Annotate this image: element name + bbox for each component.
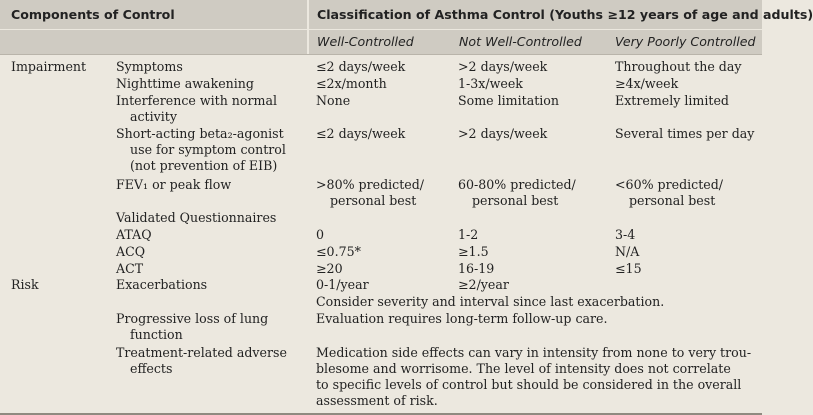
acq-not: ≥1.5 [458,244,489,259]
interference-label-line2: activity [130,109,177,124]
column-not-well-controlled: Not Well-Controlled [459,34,582,49]
fev-not-line2: personal best [472,193,559,208]
header-classification: Classification of Asthma Control (Youths ≥12 years of age and adults) [317,7,813,22]
act-not: 16-19 [458,261,495,276]
exacerbations-note: Consider severity and interval since last exacerbation. [316,294,665,309]
fev-poor-line2: personal best [629,193,716,208]
header-divider [307,0,309,54]
acq-label: ACQ [116,244,146,259]
saba-label-line2: use for symptom control [130,142,286,157]
acq-poor: N/A [615,244,640,259]
header-rule [0,54,762,55]
acq-well: ≤0.75* [316,244,361,259]
ataq-label: ATAQ [116,227,152,242]
ataq-poor: 3-4 [615,227,636,242]
category-impairment: Impairment [11,59,87,74]
treatment-text-line2: blesome and worrisome. The level of intensity does not correlate [316,361,731,376]
interference-label-line1: Interference with normal [116,93,278,108]
treatment-label-line2: effects [130,361,173,376]
category-risk: Risk [11,277,39,292]
exacerbations-label: Exacerbations [116,277,208,292]
symptoms-not: >2 days/week [458,59,548,74]
treatment-text-line4: assessment of risk. [316,393,438,408]
symptoms-well: ≤2 days/week [316,59,406,74]
treatment-text-line1: Medication side effects can vary in intensity from none to very trou- [316,345,752,360]
act-label: ACT [116,261,144,276]
ataq-not: 1-2 [458,227,479,242]
saba-label-line1: Short-acting beta₂-agonist [116,126,284,141]
column-very-poorly-controlled: Very Poorly Controlled [615,34,756,49]
treatment-text-line3: to specific levels of control but should be considered in the overall [316,377,742,392]
header-components: Components of Control [11,7,175,22]
interference-not: Some limitation [458,93,559,108]
progressive-text: Evaluation requires long-term follow-up care. [316,311,608,326]
exacerbations-not: ≥2/year [458,277,509,292]
fev-well-line2: personal best [330,193,417,208]
fev-label: FEV₁ or peak flow [116,177,232,192]
fev-well-line1: >80% predicted/ [316,177,425,192]
saba-well: ≤2 days/week [316,126,406,141]
column-well-controlled: Well-Controlled [317,34,414,49]
interference-poor: Extremely limited [615,93,729,108]
interference-well: None [316,93,351,108]
nighttime-well: ≤2x/month [316,76,387,91]
nighttime-not: 1-3x/week [458,76,523,91]
saba-not: >2 days/week [458,126,548,141]
progressive-label-line2: function [130,327,183,342]
symptoms-poor: Throughout the day [615,59,742,74]
ataq-well: 0 [316,227,325,242]
fev-poor-line1: <60% predicted/ [615,177,724,192]
saba-label-line3: (not prevention of EIB) [130,158,278,173]
exacerbations-well: 0-1/year [316,277,369,292]
treatment-label-line1: Treatment-related adverse [116,345,287,360]
nighttime-poor: ≥4x/week [615,76,679,91]
progressive-label-line1: Progressive loss of lung [116,311,269,326]
nighttime-label: Nighttime awakening [116,76,254,91]
act-poor: ≤15 [615,261,642,276]
act-well: ≥20 [316,261,343,276]
fev-not-line1: 60-80% predicted/ [458,177,576,192]
saba-poor: Several times per day [615,126,755,141]
validated-questionnaires-label: Validated Questionnaires [116,210,277,225]
symptoms-label: Symptoms [116,59,183,74]
